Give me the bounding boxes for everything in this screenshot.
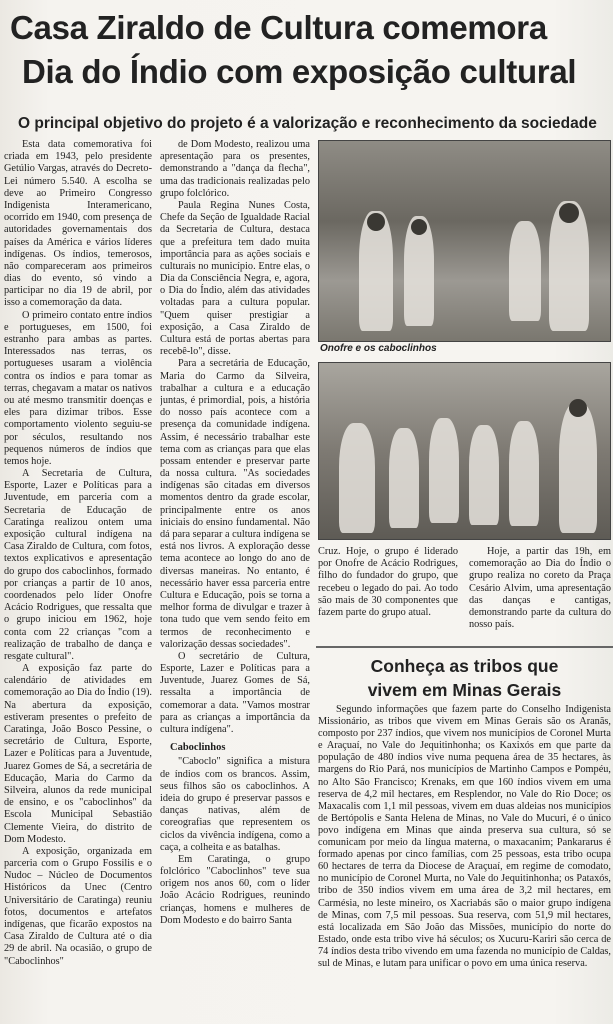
- paragraph: "Caboclo" significa a mistura de índios com os brancos. Assim, seus filhos são os caboclinhos. A ideia do grupo é preservar passos e danças nativas, além de coreografias que representem os ciclos da vivência indígena, como a caça, a colheita e as batalhas.: [160, 756, 310, 853]
- subtitle: O principal objetivo do projeto é a valorização e reconhecimento da sociedade: [18, 115, 597, 132]
- paragraph: A Secretaria de Cultura, Esporte, Lazer e Políticas para a Juventude, em parceria com a Secretaria de Educação de Caratinga realizou ontem uma exposição cultural indígena na Casa Ziraldo de Cultura, com fotos, textos explicativos e apresentação do grupo dos caboclinhos, formado por crianças a partir de 10 anos, coordenados pelo líder Onofre Acácio Rodrigues, que ressalta que o grupo iniciou em 1962, hoje conta com 22 crianças "com a realização de trabalho de dança e resgate cultural".: [4, 468, 152, 662]
- photo-caboclinhos-group: [318, 362, 611, 540]
- paragraph: O secretário de Cultura, Esporte, Lazer e Políticas para a Juventude, Juarez Gomes de Sá, ressalta a importância de comemorar a data. "Vamos mostrar para as crianças a importância da cultura indígena".: [160, 650, 310, 735]
- article-column-2: [160, 139, 310, 1019]
- box-text: [318, 704, 611, 970]
- article-column-3a: [318, 546, 458, 619]
- paragraph: de Dom Modesto, realizou uma apresentação para os presentes, demonstrando a "dança da flecha", uma das tradicionais realizadas pelo grupo folclórico.: [160, 139, 310, 199]
- headline-line2: Dia do Índio com exposição cultural: [22, 53, 577, 90]
- box-title: [316, 654, 613, 702]
- photo-caption: Onofre e os caboclinhos: [320, 343, 437, 354]
- paragraph: Hoje, a partir das 19h, em comemoração ao Dia do Índio o grupo realiza no coreto da Praça Cesário Alvim, uma apresentação das danças e cantigas, demonstrando parte da cultura do nosso país.: [469, 546, 611, 631]
- headline-line1: Casa Ziraldo de Cultura comemora: [10, 9, 547, 46]
- paragraph: Cruz. Hoje, o grupo é liderado por Onofre de Acácio Rodrigues, filho do fundador do grupo, que recebeu o legado do pai. Ao todo são mais de 30 componentes que fazem parte do grupo atual.: [318, 546, 458, 618]
- paragraph: Esta data comemorativa foi criada em 1943, pelo presidente Getúlio Vargas, através do Decreto-Lei número 5.540. A escolha se deve ao Primeiro Congresso Indigenista Interamericano, ocorrido em 1940, com presença de autoridades governamentais dos países da América e vários líderes indígenas. Os índios, temerosos, não compareceram aos primeiros dias do evento, só vindo a participar no dia 19 de abril, por isso a comemoração da data.: [4, 139, 152, 309]
- article-column-3b: [469, 546, 611, 631]
- paragraph: Segundo informações que fazem parte do Conselho Indigenista Missionário, as tribos que vivem em Minas Gerais são os Aranãs, composto por 237 índios, que vivem nos municípios de Coronel Murta e Araçuaí, no Vale do Jequitinhonha; os Kaxixós em que parte da população de 480 índios vive numa pequena área de 35 hectares, às margens do Rio Pará, nos municípios de Martinho Campos e Pompéu, no Alto São Francisco; Krenaks, em que 160 índios vivem em uma reserva de 4,2 mil hectares, em Resplendor, no Vale do Rio Doce; os Maxacalis com 1,1 mil pessoas, vivem em duas aldeias nos municípios de Bertópolis e Santa Helena de Minas, no Vale do Mucuri, é o único povo indígena em Minas que ainda preserva sua cultura, só se comunicam por meio da língua materna, o maxacanim; Pankararus é formado apenas por cinco famílias, com 25 pessoas, esta tribo ocupa 60 hectares de terra da Diocese de Araçuaí, em regime de comodato, no município de Coronel Murta, no Vale do Jequitinhonha; os Pataxós, tribo de 350 índios vivem em uma área de 3,2 mil hectares, em Carmésia, no leste mineiro, os Xacriabás são o maior grupo indígena de Minas, com 7,5 mil pessoas. Sua reserva, com 51,9 mil hectares, está localizada em São João das Missões, município do norte do Estado, onde esta tribo vive há séculos; os Xucuru-Kariri são cerca de 74 índios desta tribo vivendo em uma fazenda no município de Caldas, sul de Minas, e lutam para unificar o povo em uma única reserva.: [318, 704, 611, 969]
- sidebar-box-tribos: [316, 646, 613, 1024]
- headline: [10, 6, 610, 94]
- article-column-1: [4, 139, 152, 1019]
- paragraph: Paula Regina Nunes Costa, Chefe da Seção de Igualdade Racial da Secretaria de Cultura, destaca que a prefeitura tem dado muita importância para as ações sociais e culturais no município. Entre elas, o Dia da Consciência Negra, e, agora, o Dia do Índio, além das atividades voltadas para a cultura popular. "Quem quiser prestigiar a exposição, a Casa Ziraldo de Cultura está de portas abertas para recebê-lo", disse.: [160, 199, 310, 358]
- paragraph: A exposição faz parte do calendário de atividades em comemoração ao Dia do Índio (19). Na abertura da exposição, estiveram presentes o prefeito de Caratinga, João Bosco Pessine, o secretário de Cultura, Esporte, Lazer e Políticas para a Juventude, Juarez Gomes de Sá, a secretária de Educação, Maria do Carmo da Silveira, alunos da rede municipal de ensino, e os "caboclinhos" da Escola Municipal Sebastião Clemente Vieira, do distrito de Dom Modesto.: [4, 663, 152, 845]
- subhead-caboclinhos: Caboclinhos: [170, 742, 226, 754]
- paragraph: Em Caratinga, o grupo folclórico "Caboclinhos" teve sua origem nos anos 60, com o líder João Acácio Rodrigues, reunindo crianças, homens e mulheres de Dom Modesto e do bairro Santa: [160, 853, 310, 926]
- box-title-line2: vivem em Minas Gerais: [367, 680, 562, 700]
- paragraph: O primeiro contato entre índios e portugueses, em 1500, foi estranho para ambas as partes. Interessados nas terras, os portugueses usaram a violência contra os índios e para tomar as terras, chegavam a matar os nativos ou até mesmo transmitir doenças e eles para dizimar tribos. Esse comportamento violento seguiu-se por séculos, resultando nos pequenos números de índios que temos hoje.: [4, 309, 152, 467]
- paragraph: A exposição, organizada em parceria com o Grupo Fossilis e o Nudoc – Núcleo de Documentos Históricos da Unec (Centro Universitário de Caratinga) reuniu fotos, documentos e artefatos indígenas, que ficarão expostos na Casa Ziraldo de Cultura até o dia 29 de abril. Na ocasião, o grupo de "Caboclinhos": [4, 845, 152, 967]
- photo-caboclinhos-parade: [318, 140, 611, 342]
- paragraph: Para a secretária de Educação, Maria do Carmo da Silveira, trabalhar a cultura e a educação juntas, é primordial, pois, a história do nosso país acontece com a presença da comunidade indígena. Assim, é necessário trabalhar este tema com as crianças para que elas possam entender e preservar parte da nossa cultura. "As sociedades indígenas são citadas em diversos momentos dentro da grade escolar, principalmente entre os anos iniciais do ensino fundamental. Não dá para separar a cultura indígena se está nos livros. A exploração desse tema acontece ao longo do ano de diversas maneiras. No entanto, é necessário haver essa parceria entre Cultura e Educação, pois se torna a melhor forma de divulgar e trazer à tona tudo que vem sendo feito em termos de reconhecimento e valorização dessas sociedades".: [160, 358, 310, 650]
- box-title-line1: Conheça as tribos que: [370, 656, 559, 676]
